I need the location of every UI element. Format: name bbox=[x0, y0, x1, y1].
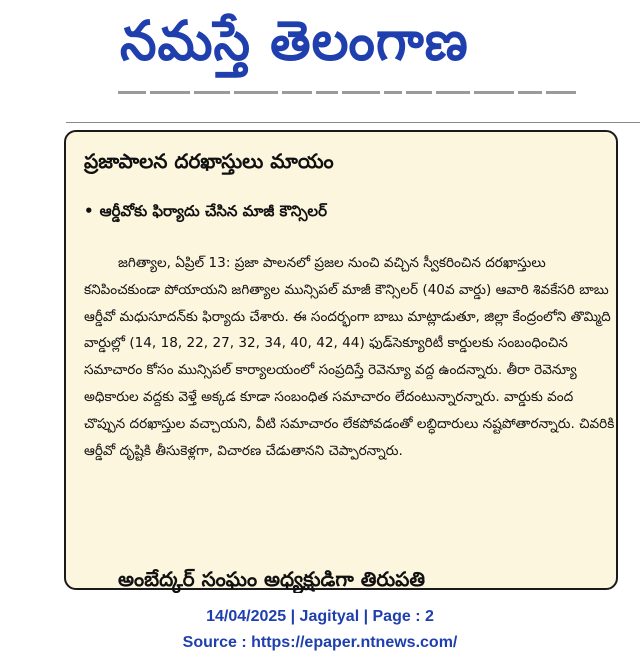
header-divider bbox=[66, 122, 640, 123]
logo-text: నమస్తే తెలంగాణ bbox=[120, 10, 469, 74]
footer-date-edition: 14/04/2025 | Jagityal | Page : 2 bbox=[206, 608, 434, 625]
newspaper-logo bbox=[120, 8, 520, 75]
article-body bbox=[84, 250, 616, 464]
masthead bbox=[0, 0, 640, 120]
article-subhead bbox=[84, 200, 604, 222]
article-headline: ప్రజాపాలన దరఖాస్తులు మాయం bbox=[84, 149, 334, 173]
bullet-icon: • bbox=[84, 202, 94, 220]
cropped-previous-text bbox=[118, 86, 638, 100]
subhead-text: ఆర్డీవోకు ఫిర్యాదు చేసిన మాజీ కౌన్సిలర్ bbox=[99, 202, 327, 220]
article-body-text: జగిత్యాల, ఏప్రిల్ 13: ప్రజా పాలనలో ప్రజల నుంచి వచ్చిన స్వీకరించిన దరఖాస్తులు కనిపించకుండా పోయాయని జగిత్యాల మున్సిపల్ మాజీ కౌన్సిలర్ (40వ వార్డు) ఆవారి శివకేసరి బాబు ఆర్డీవో మధుసూదన్‌కు ఫిర్యాదు చేశారు. ఈ సందర్భంగా బాబు మాట్లాడుతూ, జిల్లా కేంద్రంలోని తొమ్మిది వార్డుల్లో (14, 18, 22, 27, 32, 34, 40, 42, 44) ఫుడ్‌సెక్యూరిటీ కార్డులకు సంబంధించిన సమాచారం కోసం మున్సిపల్ కార్యాలయంలో సంప్రదిస్తే రెవెన్యూ వద్ద ఉందన్నారు. తీరా రెవెన్యూ అధికారుల వద్దకు వెళ్తే అక్కడ కూడా సంబంధిత సమాచారం లేదంటున్నారన్నారు. వార్డుకు వంద చొప్పున దరఖాస్తుల వచ్చాయని, వీటి సమాచారం లేకపోవడంతో లబ్ధిదారులు నష్టపోతారన్నారు. చివరికి ఆర్డీవో దృష్టికి తీసుకెళ్లగా, విచారణ చేడుతానని చెప్పారన్నారు. bbox=[84, 255, 615, 459]
footer-source: Source : https://epaper.ntnews.com/ bbox=[182, 634, 458, 651]
next-article-headline: అంబేద్కర్ సంఘం అధ్యక్షుడిగా తిరుపతి bbox=[118, 567, 426, 591]
